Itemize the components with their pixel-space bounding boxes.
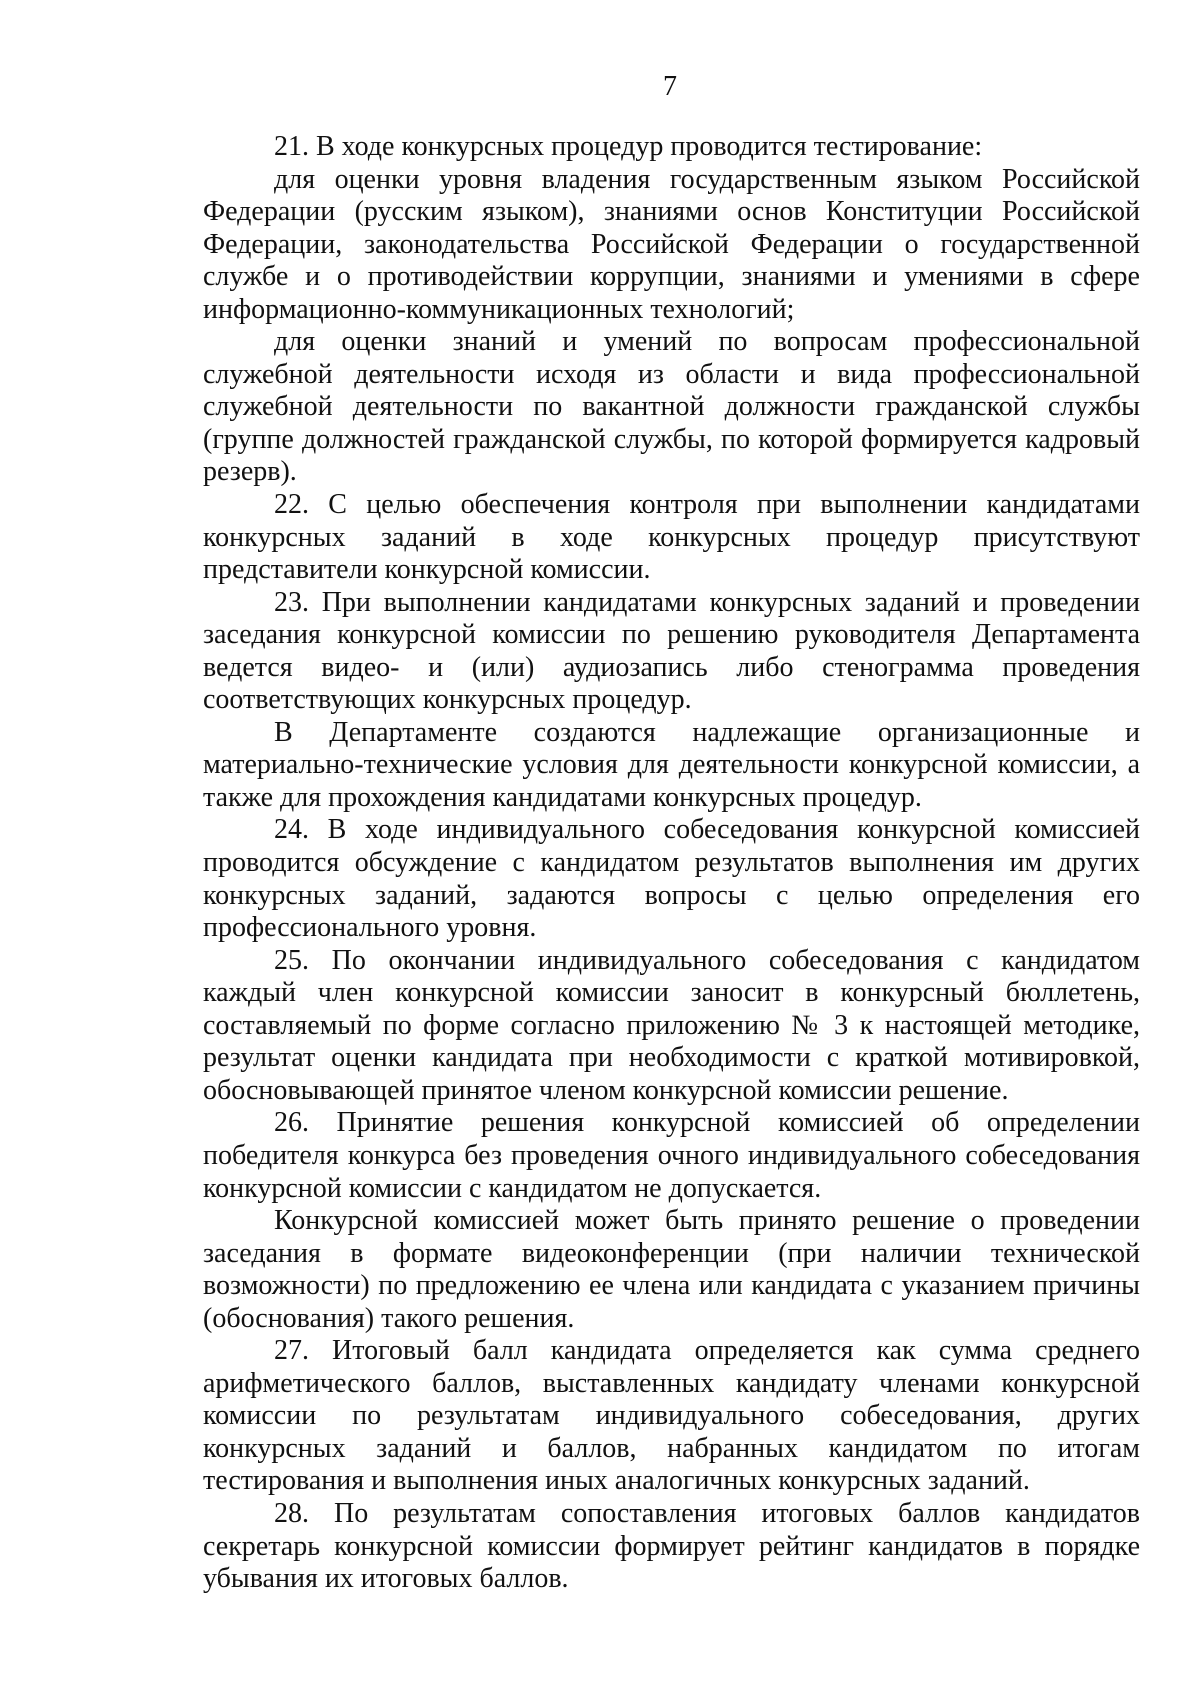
page-number: 7 bbox=[663, 71, 677, 102]
paragraph-23-conditions: В Департаменте создаются надлежащие организационные и материально-технические условия для деятельности конкурсной комиссии, а также для прохождения кандидатами конкурсных процедур. bbox=[203, 716, 1140, 813]
paragraph-25: 25. По окончании индивидуального собеседования с кандидатом каждый член конкурсной комиссии заносит в конкурсный бюллетень, составляемый по форме согласно приложению № 3 к настоящей методике, результат оценки кандидата при необходимости с краткой мотивировкой, обосновывающей принятое членом конкурсной комиссии решение. bbox=[203, 944, 1140, 1106]
paragraph-28: 28. По результатам сопоставления итоговых баллов кандидатов секретарь конкурсной комиссии формирует рейтинг кандидатов в порядке убывания их итоговых баллов. bbox=[203, 1497, 1140, 1595]
paragraph-24: 24. В ходе индивидуального собеседования конкурсной комиссией проводится обсуждение с кандидатом результатов выполнения им других конкурсных заданий, задаются вопросы с целью определения его профессионального уровня. bbox=[203, 814, 1140, 944]
paragraph-26: 26. Принятие решения конкурсной комиссией об определении победителя конкурса без проведения очного индивидуального собеседования конкурсной комиссии с кандидатом не допускается. bbox=[203, 1107, 1140, 1204]
paragraph-26-videoconference: Конкурсной комиссией может быть принято решение о проведении заседания в формате видеоконференции (при наличии технической возможности) по предложению ее члена или кандидата с указанием причины (обоснования) такого решения. bbox=[203, 1205, 1140, 1334]
paragraph-27: 27. Итоговый балл кандидата определяется как сумма среднего арифметического баллов, выставленных кандидату членами конкурсной комиссии по результатам индивидуального собеседования, других конкурсных заданий и баллов, набранных кандидатом по итогам тестирования и выполнения иных аналогичных конкурсных заданий. bbox=[203, 1335, 1140, 1497]
paragraph-21-testing-professional: для оценки знаний и умений по вопросам профессиональной служебной деятельности исходя из области и вида профессиональной служебной деятельности по вакантной должности гражданской службы (группе должностей гражданской службы, по которой формируется кадровый резерв). bbox=[203, 326, 1140, 488]
paragraph-21: 21. В ходе конкурсных процедур проводится тестирование: bbox=[274, 131, 983, 162]
paragraph-21-testing-state-language: для оценки уровня владения государственным языком Российской Федерации (русским языком), знаниями основ Конституции Российской Федерации, законодательства Российской Федерации о государственной службе и о противодействии коррупции, знаниями и умениями в сфере информационно-коммуникационных технологий; bbox=[203, 163, 1140, 325]
paragraph-22: 22. С целью обеспечения контроля при выполнении кандидатами конкурсных заданий в ходе конкурсных процедур присутствуют представители конкурсной комиссии. bbox=[203, 489, 1140, 586]
paragraph-23: 23. При выполнении кандидатами конкурсных заданий и проведении заседания конкурсной комиссии по решению руководителя Департамента ведется видео- и (или) аудиозапись либо стенограмма проведения соответствующих конкурсных процедур. bbox=[203, 586, 1140, 716]
document-body bbox=[203, 131, 1140, 1596]
